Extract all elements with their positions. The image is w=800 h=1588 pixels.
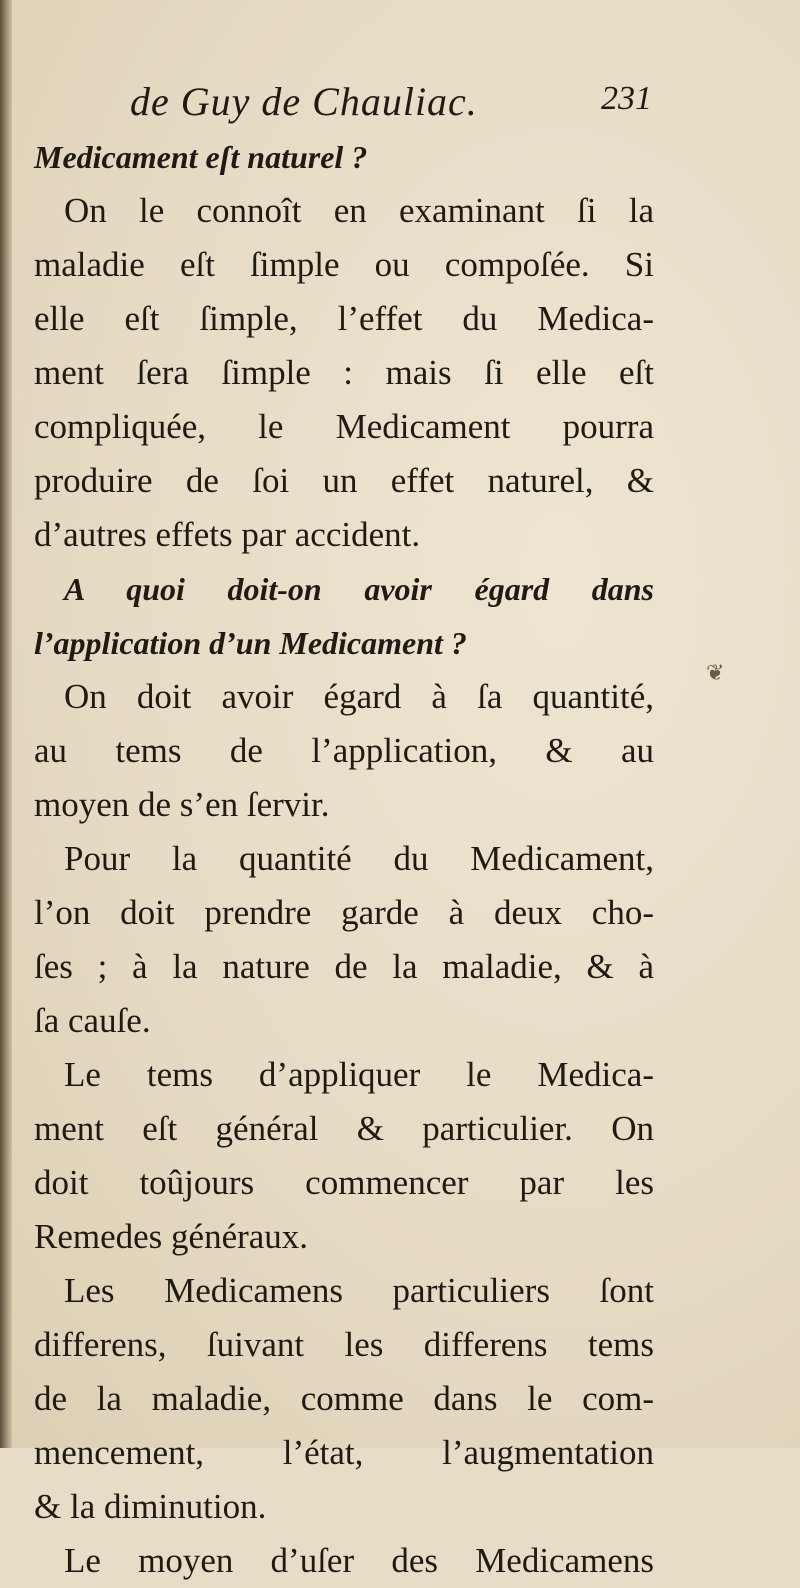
line-text: doit toûjours commencer par les — [34, 1163, 654, 1202]
text-line — [34, 1534, 654, 1588]
line-text: l’on doit prendre garde à deux cho- — [34, 893, 654, 932]
book-spine-shadow — [0, 0, 12, 1448]
text-line — [34, 1210, 654, 1264]
text-line — [34, 1318, 654, 1372]
line-text: Medicament eſt naturel ? — [34, 139, 368, 175]
text-line — [34, 292, 654, 346]
text-line — [34, 670, 654, 724]
text-line — [34, 1102, 654, 1156]
line-text: moyen de s’en ſervir. — [34, 785, 330, 824]
text-line — [34, 1156, 654, 1210]
text-line — [34, 994, 654, 1048]
text-line — [34, 346, 654, 400]
text-line — [34, 1048, 654, 1102]
text-line — [34, 130, 654, 184]
text-line — [34, 400, 654, 454]
text-line — [34, 454, 654, 508]
line-text: & la diminution. — [34, 1487, 267, 1526]
line-text: Le moyen d’uſer des Medicamens — [64, 1541, 654, 1580]
line-text: A quoi doit-on avoir égard dans — [64, 571, 654, 607]
line-text: au tems de l’application, & au — [34, 731, 654, 770]
ink-mark: ❦ — [706, 660, 725, 685]
text-line — [34, 1426, 654, 1480]
text-line — [34, 778, 654, 832]
text-line — [34, 1264, 654, 1318]
running-title: de Guy de Chauliac. — [130, 79, 478, 124]
line-text: de la maladie, comme dans le com- — [34, 1379, 654, 1418]
text-line — [34, 238, 654, 292]
line-text: elle eſt ſimple, l’effet du Medica- — [34, 299, 654, 338]
line-text: mencement, l’état, l’augmentation — [34, 1433, 654, 1472]
text-line — [34, 940, 654, 994]
line-text: produire de ſoi un effet naturel, & — [34, 461, 654, 500]
line-text: ſes ; à la nature de la maladie, & à — [34, 947, 654, 986]
text-line — [34, 508, 654, 562]
text-line — [34, 1480, 654, 1534]
text-line — [34, 832, 654, 886]
line-text: ſa cauſe. — [34, 1001, 151, 1040]
line-text: compliquée, le Medicament pourra — [34, 407, 654, 446]
text-line — [34, 886, 654, 940]
line-text: d’autres effets par accident. — [34, 515, 421, 554]
page-header — [130, 78, 660, 134]
line-text: l’application d’un Medicament ? — [34, 625, 467, 661]
line-text: differens, ſuivant les differens tems — [34, 1325, 654, 1364]
line-text: ment ſera ſimple : mais ſi elle eſt — [34, 353, 654, 392]
body-text — [34, 130, 654, 1588]
text-line — [34, 616, 654, 670]
line-text: Pour la quantité du Medicament, — [64, 839, 654, 878]
line-text: maladie eſt ſimple ou compoſée. Si — [34, 245, 654, 284]
line-text: On le connoît en examinant ſi la — [64, 191, 654, 230]
text-line — [34, 184, 654, 238]
text-line — [34, 562, 654, 616]
line-text: ment eſt général & particulier. On — [34, 1109, 654, 1148]
line-text: Remedes généraux. — [34, 1217, 309, 1256]
line-text: Le tems d’appliquer le Medica- — [64, 1055, 654, 1094]
line-text: On doit avoir égard à ſa quantité, — [64, 677, 654, 716]
text-line — [34, 724, 654, 778]
page-number: 231 — [601, 80, 652, 117]
text-line — [34, 1372, 654, 1426]
line-text: Les Medicamens particuliers ſont — [64, 1271, 654, 1310]
